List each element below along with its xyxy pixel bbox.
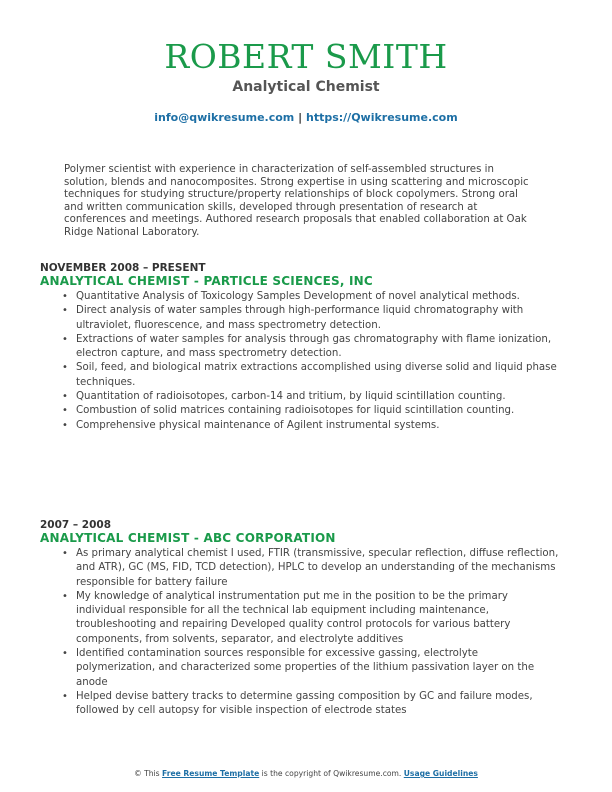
job-dates: NOVEMBER 2008 – PRESENT	[40, 262, 206, 274]
job-bullets	[40, 547, 560, 719]
free-resume-template-link[interactable]: Free Resume Template	[162, 769, 260, 778]
footer-copyright: © This Free Resume Template is the copyright of Qwikresume.com. Usage Guidelines	[134, 769, 478, 778]
contact-line	[0, 111, 612, 124]
summary-paragraph: Polymer scientist with experience in characterization of self-assembled structures in solution, blends and nanocomposites. Strong expertise in using scattering and microscopic techniques for studying structure/property relationships of block copolymers. Strong oral and written communication skills, developed through presentation of research at conferences and meetings. Authored research proposals that enabled collaboration at Oak Ridge National Laboratory.	[64, 164, 529, 238]
bullet-item: • Quantitation of radioisotopes, carbon-14 and tritium, by liquid scintillation counting.	[62, 391, 506, 403]
bullet-item: • Direct analysis of water samples through high-performance liquid chromatography with ultraviolet, fluorescence, and mass spectrometry detection.	[62, 305, 524, 331]
job-role: ANALYTICAL CHEMIST - ABC CORPORATION	[40, 531, 336, 545]
bullet-item: • Extractions of water samples for analysis through gas chromatography with flame ionization, electron capture, and mass spectrometry detection.	[62, 333, 552, 360]
email-link[interactable]: info@qwikresume.com	[154, 111, 295, 124]
experience-section-1	[40, 262, 560, 433]
usage-guidelines-link[interactable]: Usage Guidelines	[403, 769, 478, 778]
candidate-name: ROBERT SMITH	[164, 37, 448, 76]
bullet-item: • Soil, feed, and biological matrix extractions accomplished using diverse solid and liquid phase techniques.	[62, 362, 557, 388]
bullet-item: • Combustion of solid matrices containing radioisotopes for liquid scintillation counting.	[62, 405, 515, 417]
bullet-item: • My knowledge of analytical instrumentation put me in the position to be the primary individual responsible for all the technical lab equipment including maintenance, troubleshooting and repairing Developed quality control protocols for various battery components, from solvents, separator, and electrolyte additives	[62, 590, 511, 645]
job-dates: 2007 – 2008	[40, 519, 112, 531]
contact-separator: |	[298, 111, 303, 124]
experience-section-2	[40, 519, 560, 719]
bullet-item: • Quantitative Analysis of Toxicology Samples Development of novel analytical methods.	[62, 291, 520, 302]
job-bullets	[40, 290, 560, 433]
job-role: ANALYTICAL CHEMIST - PARTICLE SCIENCES, INC	[40, 274, 373, 288]
bullet-item: • As primary analytical chemist I used, FTIR (transmissive, specular reflection, diffuse reflection, and ATR), GC (MS, FID, TCD detection), HPLC to develop an understanding of the mechanisms responsible for battery failure	[62, 548, 559, 588]
website-link[interactable]: https://Qwikresume.com	[305, 111, 458, 124]
bullet-item: • Comprehensive physical maintenance of Agilent instrumental systems.	[62, 419, 440, 431]
candidate-title: Analytical Chemist	[232, 79, 380, 95]
bullet-item: • Helped devise battery tracks to determine gassing composition by GC and failure modes, followed by cell autopsy for visible inspection of electrode states	[62, 690, 533, 717]
bullet-item: • Identified contamination sources responsible for excessive gassing, electrolyte polymerization, and characterized some properties of the lithium passivation layer on the anode	[62, 648, 535, 688]
